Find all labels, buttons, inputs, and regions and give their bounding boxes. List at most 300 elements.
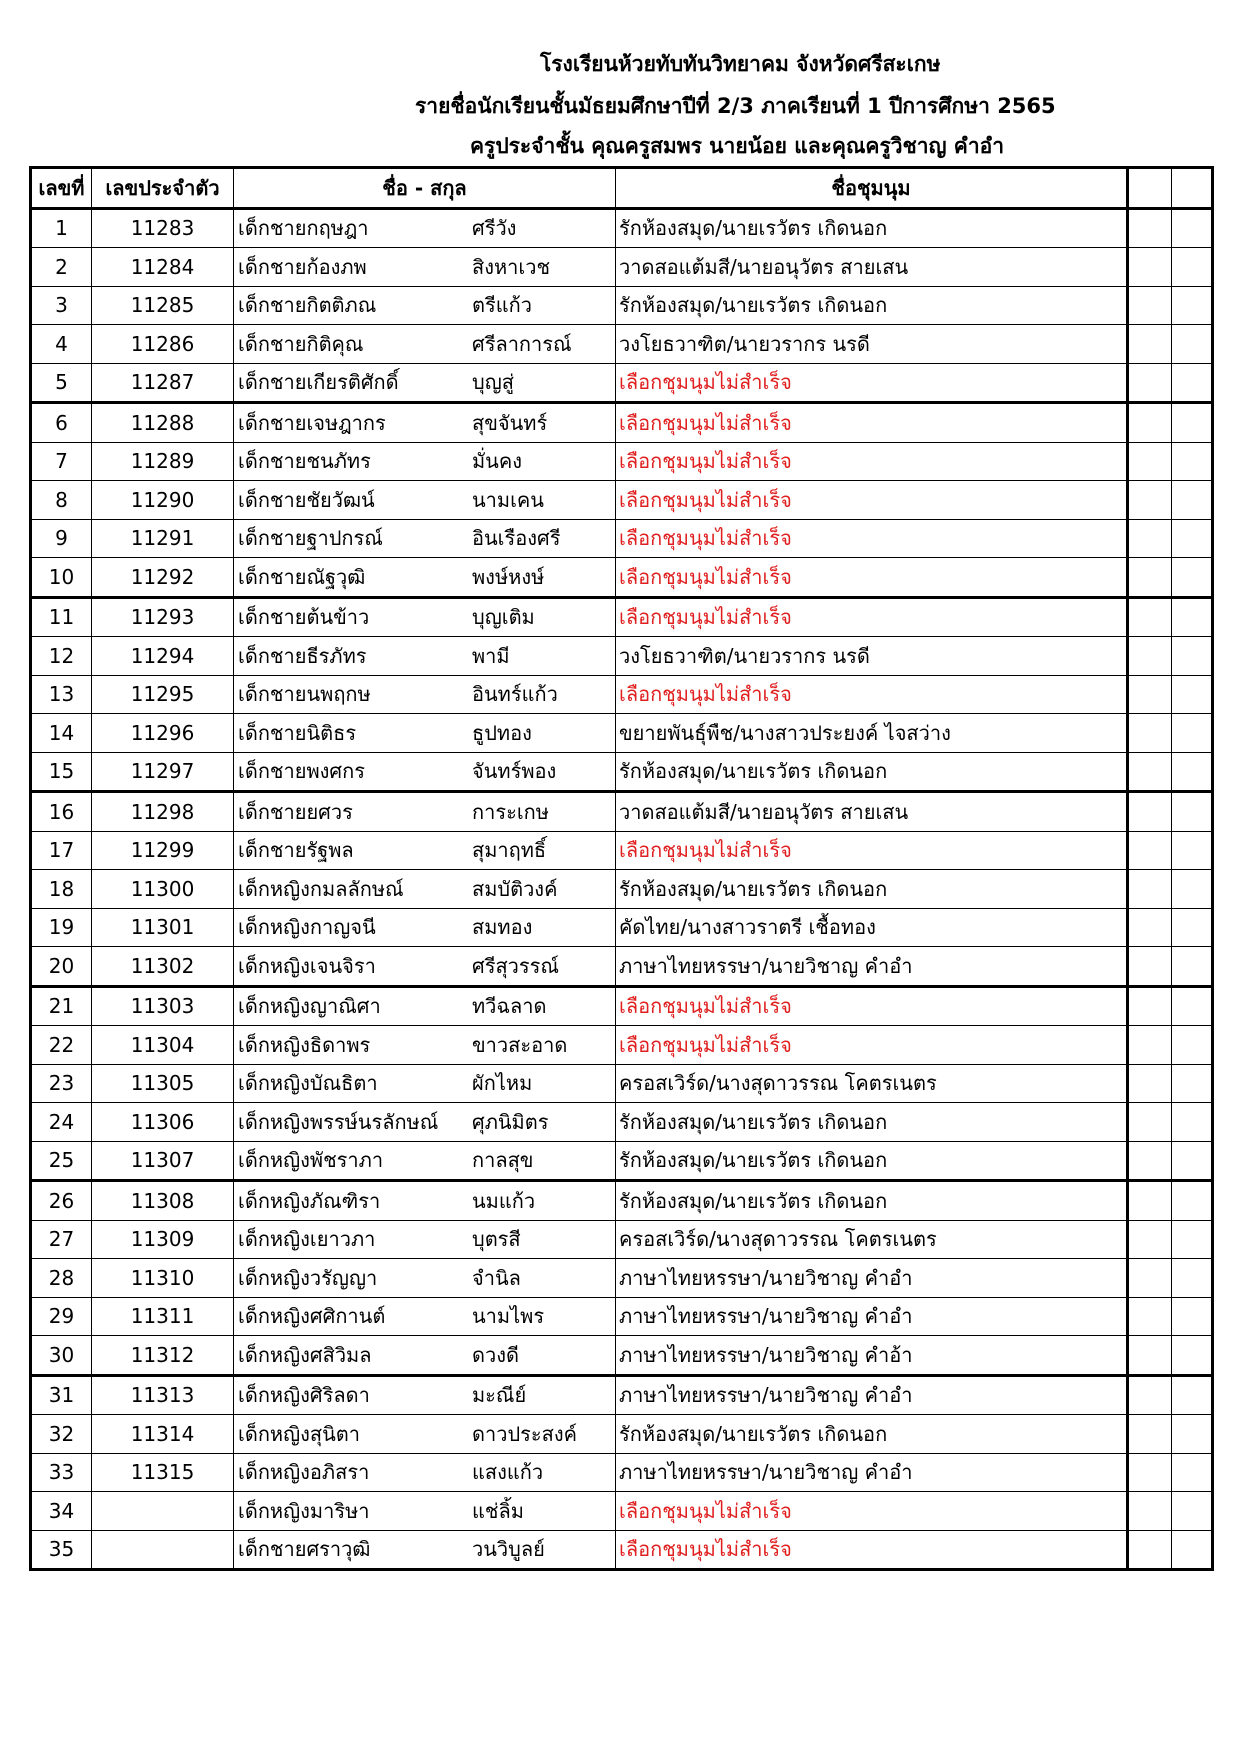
club-not-selected: เลือกชุมนุมไม่สำเร็จ (616, 831, 1128, 870)
club-name: รักห้องสมุด/นายเรวัตร เกิดนอก (616, 870, 1128, 909)
student-id: 11299 (92, 831, 234, 870)
student-name (234, 1415, 616, 1454)
check-cell-1 (1128, 1375, 1172, 1415)
check-cell-1 (1128, 675, 1172, 714)
student-name (234, 986, 616, 1026)
first-name: เด็กหญิงกมลลักษณ์ (238, 876, 404, 901)
student-id (92, 1530, 234, 1570)
club-name: ภาษาไทยหรรษา/นายวิชาญ คำอำ (616, 1453, 1128, 1492)
club-name: ครอสเวิร์ด/นางสุดาวรรณ โคตรเนตร (616, 1220, 1128, 1259)
club-name: ภาษาไทยหรรษา/นายวิชาญ คำอ้า (616, 1336, 1128, 1376)
last-name: สุมาฤทธิ์ (472, 838, 547, 863)
student-number: 30 (31, 1336, 92, 1376)
table-row (31, 870, 1213, 909)
student-name (234, 1336, 616, 1376)
club-not-selected: เลือกชุมนุมไม่สำเร็จ (616, 986, 1128, 1026)
club-name: ภาษาไทยหรรษา/นายวิชาญ คำอำ (616, 1259, 1128, 1298)
student-id: 11303 (92, 986, 234, 1026)
check-cell-1 (1128, 1492, 1172, 1531)
last-name: อินทร์แก้ว (472, 682, 558, 707)
student-number: 2 (31, 248, 92, 287)
student-number: 25 (31, 1141, 92, 1181)
check-cell-1 (1128, 1530, 1172, 1570)
student-name (234, 597, 616, 637)
first-name: เด็กชายกฤษฎา (238, 216, 369, 241)
table-row (31, 1220, 1213, 1259)
check-cell-1 (1128, 1064, 1172, 1103)
check-cell-1 (1128, 248, 1172, 287)
student-name (234, 286, 616, 325)
club-name: ภาษาไทยหรรษา/นายวิชาญ คำอำ (616, 1297, 1128, 1336)
club-name: ภาษาไทยหรรษา/นายวิชาญ คำอำ (616, 947, 1128, 987)
check-cell-2 (1172, 1181, 1213, 1221)
student-name (234, 558, 616, 598)
last-name: แช่ลิ้ม (472, 1498, 524, 1523)
check-cell-1 (1128, 597, 1172, 637)
table-row (31, 1064, 1213, 1103)
check-cell-2 (1172, 1453, 1213, 1492)
check-cell-1 (1128, 519, 1172, 558)
student-number: 27 (31, 1220, 92, 1259)
student-name (234, 248, 616, 287)
last-name: ศรีวัง (472, 216, 517, 241)
check-cell-2 (1172, 442, 1213, 481)
student-number: 28 (31, 1259, 92, 1298)
student-name (234, 1259, 616, 1298)
table-row (31, 675, 1213, 714)
check-cell-1 (1128, 947, 1172, 987)
first-name: เด็กหญิงสุนิตา (238, 1421, 361, 1446)
check-cell-1 (1128, 1453, 1172, 1492)
first-name: เด็กหญิงญาณิศา (238, 994, 381, 1019)
check-cell-2 (1172, 870, 1213, 909)
table-row (31, 908, 1213, 947)
column-header-club: ชื่อชุมนุม (616, 168, 1128, 209)
check-cell-2 (1172, 1530, 1213, 1570)
check-cell-2 (1172, 752, 1213, 792)
last-name: มะณีย์ (472, 1383, 527, 1408)
student-id: 11284 (92, 248, 234, 287)
first-name: เด็กชายก้องภพ (238, 254, 367, 279)
first-name: เด็กหญิงเยาวภา (238, 1227, 376, 1252)
club-name: คัดไทย/นางสาวราตรี เชื้อทอง (616, 908, 1128, 947)
student-id: 11313 (92, 1375, 234, 1415)
student-name (234, 1220, 616, 1259)
last-name: สิงหาเวช (472, 254, 551, 279)
last-name: ดาวประสงค์ (472, 1421, 577, 1446)
student-id: 11294 (92, 637, 234, 676)
student-number: 6 (31, 403, 92, 443)
student-number: 16 (31, 792, 92, 832)
student-name (234, 1375, 616, 1415)
club-not-selected: เลือกชุมนุมไม่สำเร็จ (616, 481, 1128, 520)
table-row (31, 1336, 1213, 1376)
first-name: เด็กหญิงภัณฑิรา (238, 1188, 381, 1213)
club-name: วงโยธวาฑิต/นายวรากร นรดี (616, 325, 1128, 364)
check-cell-2 (1172, 675, 1213, 714)
check-cell-1 (1128, 792, 1172, 832)
check-cell-1 (1128, 752, 1172, 792)
table-header-row (31, 168, 1213, 209)
student-name (234, 792, 616, 832)
check-cell-2 (1172, 831, 1213, 870)
first-name: เด็กชายธีรภัทร (238, 643, 367, 668)
check-cell-1 (1128, 286, 1172, 325)
column-header-check-2 (1172, 168, 1213, 209)
student-name (234, 1297, 616, 1336)
last-name: ธูปทอง (472, 720, 532, 745)
student-id: 11289 (92, 442, 234, 481)
check-cell-2 (1172, 248, 1213, 287)
first-name: เด็กชายณัฐวุฒิ (238, 564, 366, 589)
club-not-selected: เลือกชุมนุมไม่สำเร็จ (616, 519, 1128, 558)
club-not-selected: เลือกชุมนุมไม่สำเร็จ (616, 1530, 1128, 1570)
last-name: นามเคน (472, 487, 544, 512)
club-name: รักห้องสมุด/นายเรวัตร เกิดนอก (616, 1181, 1128, 1221)
student-number: 21 (31, 986, 92, 1026)
club-name: วงโยธวาฑิต/นายวรากร นรดี (616, 637, 1128, 676)
student-id: 11314 (92, 1415, 234, 1454)
check-cell-2 (1172, 637, 1213, 676)
check-cell-2 (1172, 1336, 1213, 1376)
check-cell-1 (1128, 986, 1172, 1026)
student-number: 9 (31, 519, 92, 558)
student-name (234, 519, 616, 558)
student-number: 33 (31, 1453, 92, 1492)
student-number: 35 (31, 1530, 92, 1570)
table-row (31, 1259, 1213, 1298)
first-name: เด็กชายชนภัทร (238, 449, 371, 474)
first-name: เด็กชายกิติคุณ (238, 331, 364, 356)
table-row (31, 481, 1213, 520)
check-cell-1 (1128, 1026, 1172, 1065)
table-row (31, 286, 1213, 325)
table-row (31, 1181, 1213, 1221)
student-name (234, 947, 616, 987)
last-name: อินเรืองศรี (472, 526, 561, 551)
last-name: นามไพร (472, 1304, 545, 1329)
student-name (234, 714, 616, 753)
student-name (234, 1064, 616, 1103)
student-id: 11310 (92, 1259, 234, 1298)
last-name: ทวีฉลาด (472, 994, 547, 1019)
student-id: 11306 (92, 1103, 234, 1142)
last-name: บุญสู่ (472, 370, 514, 395)
student-id: 11311 (92, 1297, 234, 1336)
student-number: 17 (31, 831, 92, 870)
student-name (234, 1181, 616, 1221)
table-row (31, 325, 1213, 364)
student-roster-table (29, 166, 1214, 1571)
school-name: โรงเรียนห้วยทับทันวิทยาคม จังหวัดศรีสะเกษ (540, 52, 941, 76)
check-cell-2 (1172, 792, 1213, 832)
first-name: เด็กชายเกียรติศักดิ์ (238, 370, 399, 395)
table-row (31, 986, 1213, 1026)
student-number: 22 (31, 1026, 92, 1065)
first-name: เด็กหญิงกาญจนี (238, 915, 376, 940)
check-cell-1 (1128, 1259, 1172, 1298)
check-cell-1 (1128, 325, 1172, 364)
student-id: 11297 (92, 752, 234, 792)
check-cell-2 (1172, 986, 1213, 1026)
check-cell-1 (1128, 1103, 1172, 1142)
column-header-student-id: เลขประจำตัว (92, 168, 234, 209)
student-number: 19 (31, 908, 92, 947)
student-number: 3 (31, 286, 92, 325)
check-cell-2 (1172, 325, 1213, 364)
last-name: บุตรสี (472, 1227, 521, 1252)
student-name (234, 363, 616, 403)
student-number: 34 (31, 1492, 92, 1531)
student-id: 11300 (92, 870, 234, 909)
student-name (234, 1453, 616, 1492)
student-name (234, 1141, 616, 1181)
check-cell-1 (1128, 714, 1172, 753)
student-name (234, 675, 616, 714)
student-name (234, 752, 616, 792)
student-name (234, 481, 616, 520)
club-not-selected: เลือกชุมนุมไม่สำเร็จ (616, 1026, 1128, 1065)
check-cell-2 (1172, 403, 1213, 443)
club-not-selected: เลือกชุมนุมไม่สำเร็จ (616, 403, 1128, 443)
student-id: 11302 (92, 947, 234, 987)
club-not-selected: เลือกชุมนุมไม่สำเร็จ (616, 675, 1128, 714)
last-name: กาลสุข (472, 1148, 534, 1173)
club-name: รักห้องสมุด/นายเรวัตร เกิดนอก (616, 1415, 1128, 1454)
student-number: 14 (31, 714, 92, 753)
last-name: สมบัติวงค์ (472, 876, 558, 901)
student-name (234, 1530, 616, 1570)
last-name: ศรีลาการณ์ (472, 331, 572, 356)
table-row (31, 637, 1213, 676)
last-name: ตรีแก้ว (472, 293, 532, 318)
student-id: 11292 (92, 558, 234, 598)
last-name: จำนิล (472, 1265, 521, 1290)
student-id: 11315 (92, 1453, 234, 1492)
student-id: 11312 (92, 1336, 234, 1376)
last-name: ขาวสะอาด (472, 1032, 568, 1057)
student-number: 18 (31, 870, 92, 909)
check-cell-2 (1172, 1026, 1213, 1065)
table-row (31, 1297, 1213, 1336)
check-cell-2 (1172, 481, 1213, 520)
table-row (31, 1141, 1213, 1181)
club-not-selected: เลือกชุมนุมไม่สำเร็จ (616, 1492, 1128, 1531)
table-row (31, 1492, 1213, 1531)
student-name (234, 831, 616, 870)
student-number: 12 (31, 637, 92, 676)
table-row (31, 558, 1213, 598)
check-cell-2 (1172, 1141, 1213, 1181)
column-header-check-1 (1128, 168, 1172, 209)
check-cell-2 (1172, 597, 1213, 637)
student-number: 15 (31, 752, 92, 792)
table-row (31, 947, 1213, 987)
check-cell-2 (1172, 1064, 1213, 1103)
student-name (234, 1492, 616, 1531)
last-name: สมทอง (472, 915, 533, 940)
club-name: ภาษาไทยหรรษา/นายวิชาญ คำอำ (616, 1375, 1128, 1415)
first-name: เด็กชายพงศกร (238, 759, 365, 784)
last-name: นมแก้ว (472, 1188, 536, 1213)
check-cell-2 (1172, 1297, 1213, 1336)
student-number: 29 (31, 1297, 92, 1336)
club-name: วาดสอแต้มสี/นายอนุวัตร สายเสน (616, 792, 1128, 832)
student-number: 11 (31, 597, 92, 637)
last-name: พงษ์หงษ์ (472, 564, 545, 589)
student-id: 11290 (92, 481, 234, 520)
student-number: 1 (31, 208, 92, 248)
check-cell-1 (1128, 208, 1172, 248)
check-cell-1 (1128, 1297, 1172, 1336)
student-id: 11298 (92, 792, 234, 832)
club-name: รักห้องสมุด/นายเรวัตร เกิดนอก (616, 1103, 1128, 1142)
first-name: เด็กชายนพฤกษ (238, 682, 371, 707)
club-name: ขยายพันธุ์พืช/นางสาวประยงค์ ไจสว่าง (616, 714, 1128, 753)
first-name: เด็กชายชัยวัฒน์ (238, 487, 375, 512)
student-number: 4 (31, 325, 92, 364)
student-number: 31 (31, 1375, 92, 1415)
check-cell-1 (1128, 403, 1172, 443)
first-name: เด็กชายศราวุฒิ (238, 1537, 371, 1562)
table-row (31, 792, 1213, 832)
last-name: จันทร์พอง (472, 759, 557, 784)
student-id: 11296 (92, 714, 234, 753)
table-row (31, 248, 1213, 287)
student-id: 11283 (92, 208, 234, 248)
student-id: 11307 (92, 1141, 234, 1181)
club-not-selected: เลือกชุมนุมไม่สำเร็จ (616, 558, 1128, 598)
first-name: เด็กหญิงบัณธิตา (238, 1071, 378, 1096)
last-name: พามี (472, 643, 510, 668)
check-cell-2 (1172, 908, 1213, 947)
check-cell-2 (1172, 208, 1213, 248)
check-cell-1 (1128, 1415, 1172, 1454)
table-row (31, 1415, 1213, 1454)
student-number: 10 (31, 558, 92, 598)
student-number: 5 (31, 363, 92, 403)
table-row (31, 208, 1213, 248)
check-cell-2 (1172, 1492, 1213, 1531)
first-name: เด็กชายรัฐพล (238, 838, 354, 863)
check-cell-2 (1172, 1415, 1213, 1454)
student-id: 11305 (92, 1064, 234, 1103)
first-name: เด็กชายยศวร (238, 799, 353, 824)
club-name: รักห้องสมุด/นายเรวัตร เกิดนอก (616, 286, 1128, 325)
student-name (234, 908, 616, 947)
table-row (31, 363, 1213, 403)
check-cell-1 (1128, 558, 1172, 598)
check-cell-2 (1172, 1259, 1213, 1298)
check-cell-2 (1172, 286, 1213, 325)
student-number: 32 (31, 1415, 92, 1454)
first-name: เด็กหญิงพรรษ์นรลักษณ์ (238, 1109, 439, 1134)
club-name: รักห้องสมุด/นายเรวัตร เกิดนอก (616, 752, 1128, 792)
table-row (31, 1375, 1213, 1415)
student-id (92, 1492, 234, 1531)
student-number: 20 (31, 947, 92, 987)
last-name: แสงแก้ว (472, 1460, 544, 1485)
student-id: 11293 (92, 597, 234, 637)
first-name: เด็กหญิงเจนจิรา (238, 953, 376, 978)
table-row (31, 519, 1213, 558)
table-row (31, 442, 1213, 481)
student-id: 11309 (92, 1220, 234, 1259)
check-cell-1 (1128, 1220, 1172, 1259)
club-name: รักห้องสมุด/นายเรวัตร เกิดนอก (616, 1141, 1128, 1181)
table-row (31, 752, 1213, 792)
table-row (31, 1453, 1213, 1492)
check-cell-1 (1128, 1336, 1172, 1376)
homeroom-teachers: ครูประจำชั้น คุณครูสมพร นายน้อย และคุณครูวิชาญ คำอำ (470, 134, 1005, 158)
student-id: 11285 (92, 286, 234, 325)
table-row (31, 1530, 1213, 1570)
student-id: 11308 (92, 1181, 234, 1221)
table-row (31, 403, 1213, 443)
student-name (234, 208, 616, 248)
document-title: รายชื่อนักเรียนชั้นมัธยมศึกษาปีที่ 2/3 ภาคเรียนที่ 1 ปีการศึกษา 2565 (415, 94, 1056, 118)
check-cell-1 (1128, 1141, 1172, 1181)
last-name: ศรีสุวรรณ์ (472, 953, 559, 978)
club-name: รักห้องสมุด/นายเรวัตร เกิดนอก (616, 208, 1128, 248)
check-cell-1 (1128, 481, 1172, 520)
first-name: เด็กชายกิตติภณ (238, 293, 377, 318)
student-id: 11291 (92, 519, 234, 558)
check-cell-1 (1128, 442, 1172, 481)
first-name: เด็กชายเจษฎากร (238, 410, 386, 435)
first-name: เด็กชายนิติธร (238, 720, 357, 745)
first-name: เด็กหญิงธิดาพร (238, 1032, 371, 1057)
student-name (234, 1026, 616, 1065)
check-cell-2 (1172, 1375, 1213, 1415)
last-name: มั่นคง (472, 449, 522, 474)
check-cell-1 (1128, 363, 1172, 403)
student-name (234, 637, 616, 676)
first-name: เด็กหญิงศศิกานต์ (238, 1304, 386, 1329)
check-cell-1 (1128, 637, 1172, 676)
last-name: ผักไหม (472, 1071, 533, 1096)
last-name: สุขจันทร์ (472, 410, 548, 435)
table-row (31, 831, 1213, 870)
check-cell-1 (1128, 870, 1172, 909)
club-name: วาดสอแต้มสี/นายอนุวัตร สายเสน (616, 248, 1128, 287)
student-number: 7 (31, 442, 92, 481)
table-row (31, 1103, 1213, 1142)
check-cell-2 (1172, 1220, 1213, 1259)
student-id: 11304 (92, 1026, 234, 1065)
first-name: เด็กหญิงมาริษา (238, 1498, 370, 1523)
student-name (234, 403, 616, 443)
first-name: เด็กหญิงวรัญญา (238, 1265, 378, 1290)
first-name: เด็กหญิงศิริลดา (238, 1383, 370, 1408)
last-name: ดวงดี (472, 1342, 519, 1367)
last-name: บุญเติม (472, 605, 535, 630)
student-number: 8 (31, 481, 92, 520)
student-number: 23 (31, 1064, 92, 1103)
first-name: เด็กหญิงพัชราภา (238, 1148, 384, 1173)
check-cell-1 (1128, 831, 1172, 870)
roster-body (31, 208, 1213, 1570)
student-name (234, 1103, 616, 1142)
first-name: เด็กหญิงศสิวิมล (238, 1342, 372, 1367)
check-cell-2 (1172, 947, 1213, 987)
student-id: 11286 (92, 325, 234, 364)
check-cell-2 (1172, 1103, 1213, 1142)
first-name: เด็กชายต้นข้าว (238, 605, 370, 630)
student-name (234, 870, 616, 909)
check-cell-2 (1172, 558, 1213, 598)
table-row (31, 597, 1213, 637)
